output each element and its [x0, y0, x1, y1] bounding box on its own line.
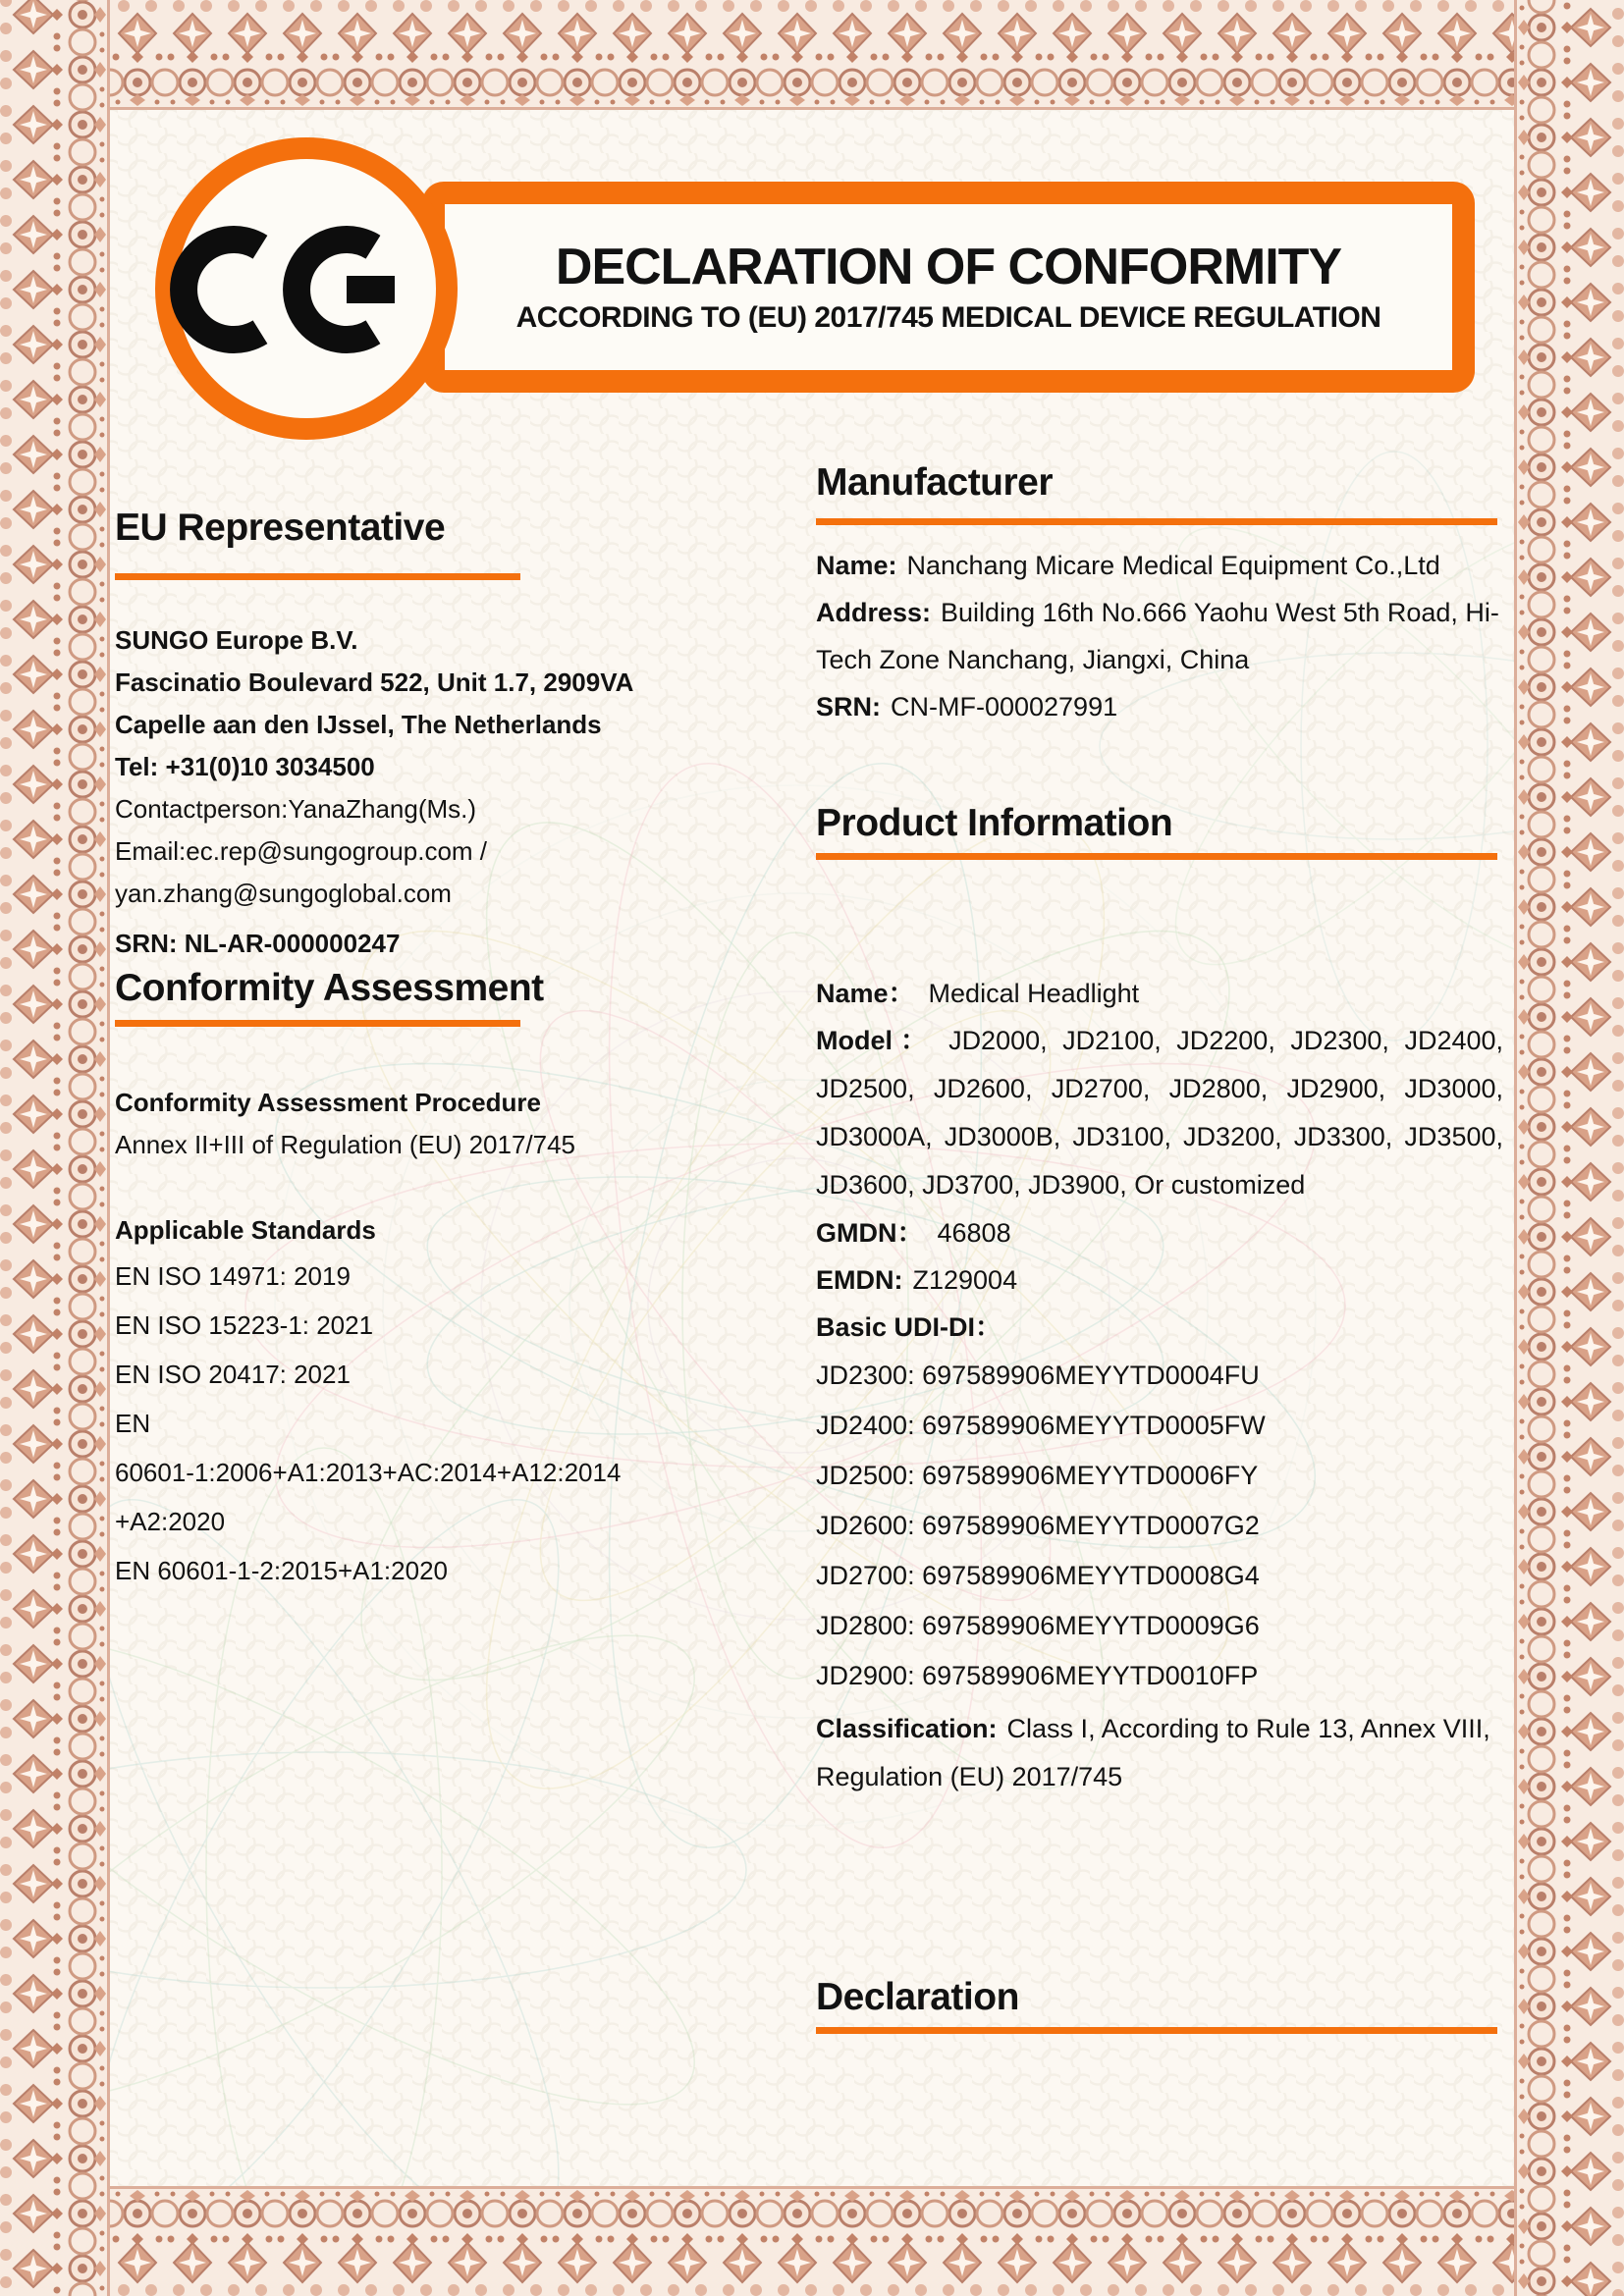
product-name-line [816, 970, 1503, 1017]
heading-rule [115, 1020, 520, 1027]
eu-rep-srn: SRN: NL-AR-000000247 [115, 929, 401, 958]
manufacturer-srn-label: SRN: [816, 692, 881, 721]
udi-item: JD2500: 697589906MEYYTD0006FY [816, 1461, 1259, 1490]
standard-item: EN 60601-1-2:2015+A1:2020 [115, 1556, 448, 1585]
conformity-procedure-value: Annex II+III of Regulation (EU) 2017/745 [115, 1130, 576, 1159]
product-gmdn-value: 46808 [937, 1218, 1011, 1248]
manufacturer-address-line [816, 589, 1503, 683]
manufacturer-address-value: Building 16th No.666 Yaohu West 5th Road, Hi-Tech Zone Nanchang, Jiangxi, China [816, 598, 1499, 674]
standard-item: 60601-1:2006+A1:2013+AC:2014+A12:2014 [115, 1458, 622, 1487]
title-banner-inner [445, 204, 1452, 370]
manufacturer-srn-value: CN-MF-000027991 [891, 692, 1118, 721]
product-classification-value: Class I, According to Rule 13, Annex VIII, Regulation (EU) 2017/745 [816, 1714, 1490, 1791]
page-subtitle: ACCORDING TO (EU) 2017/745 MEDICAL DEVICE REGULATION [515, 301, 1381, 334]
manufacturer-name-value: Nanchang Micare Medical Equipment Co.,Ltd [906, 551, 1440, 580]
udi-item: JD2900: 697589906MEYYTD0010FP [816, 1661, 1259, 1690]
section-heading-product-information: Product Information [816, 802, 1173, 844]
product-udi-label: Basic UDI-DI： [816, 1312, 1002, 1342]
product-model-label: Model： [816, 1026, 936, 1055]
product-model-line [816, 1017, 1503, 1209]
product-emdn-label: EMDN: [816, 1265, 903, 1295]
standard-item: EN [115, 1409, 151, 1438]
udi-item: JD2400: 697589906MEYYTD0005FW [816, 1411, 1266, 1440]
eu-rep-tel: Tel: +31(0)10 3034500 [115, 752, 375, 781]
product-udi-label-line [816, 1304, 1503, 1351]
section-heading-eu-representative: EU Representative [115, 507, 446, 549]
standard-item: EN ISO 14971: 2019 [115, 1261, 351, 1291]
manufacturer-name-line [816, 542, 1503, 589]
left-column [115, 507, 806, 1595]
product-emdn-line [816, 1256, 1503, 1304]
heading-rule [115, 573, 520, 580]
right-column [816, 461, 1503, 2034]
conformity-procedure-label: Conformity Assessment Procedure [115, 1088, 541, 1117]
standard-item: EN ISO 15223-1: 2021 [115, 1310, 374, 1340]
eu-rep-contact: Contactperson:YanaZhang(Ms.) [115, 794, 477, 824]
section-heading-manufacturer: Manufacturer [816, 461, 1054, 504]
heading-rule [816, 2027, 1497, 2034]
udi-item: JD2700: 697589906MEYYTD0008G4 [816, 1561, 1260, 1590]
ce-mark-icon [147, 130, 465, 448]
page-title: DECLARATION OF CONFORMITY [555, 239, 1342, 295]
product-emdn-value: Z129004 [912, 1265, 1018, 1295]
manufacturer-name-label: Name: [816, 551, 897, 580]
heading-rule [816, 518, 1497, 525]
eu-rep-company: SUNGO Europe B.V. [115, 625, 358, 655]
applicable-standards-label: Applicable Standards [115, 1215, 376, 1245]
standard-item: +A2:2020 [115, 1507, 226, 1536]
product-gmdn-label: GMDN： [816, 1218, 924, 1248]
manufacturer-address-label: Address: [816, 598, 932, 627]
heading-rule [816, 853, 1497, 860]
product-name-label: Name： [816, 979, 915, 1008]
manufacturer-srn-line [816, 683, 1503, 730]
udi-item: JD2300: 697589906MEYYTD0004FU [816, 1361, 1260, 1390]
section-heading-declaration: Declaration [816, 1976, 1019, 2018]
standard-item: EN ISO 20417: 2021 [115, 1360, 351, 1389]
product-model-value: JD2000, JD2100, JD2200, JD2300, JD2400, JD2500, JD2600, JD2700, JD2800, JD2900, JD3000, JD3000A, JD3000B, JD3100, JD3200, JD3300, JD3500, JD3600, JD3700, JD3900, Or customized [816, 1026, 1504, 1200]
eu-rep-email-line1: Email:ec.rep@sungogroup.com / [115, 836, 488, 866]
eu-rep-address-line1: Fascinatio Boulevard 522, Unit 1.7, 2909VA [115, 667, 634, 697]
title-banner [422, 182, 1475, 393]
udi-item: JD2600: 697589906MEYYTD0007G2 [816, 1511, 1260, 1540]
eu-rep-email-line2: yan.zhang@sungoglobal.com [115, 879, 452, 908]
eu-rep-address-line2: Capelle aan den IJssel, The Netherlands [115, 710, 602, 739]
product-name-value: Medical Headlight [928, 979, 1140, 1008]
product-gmdn-line [816, 1209, 1503, 1256]
section-heading-conformity-assessment: Conformity Assessment [115, 967, 544, 1009]
udi-item: JD2800: 697589906MEYYTD0009G6 [816, 1611, 1260, 1640]
product-classification-label: Classification: [816, 1714, 998, 1743]
product-classification-line [816, 1705, 1503, 1801]
